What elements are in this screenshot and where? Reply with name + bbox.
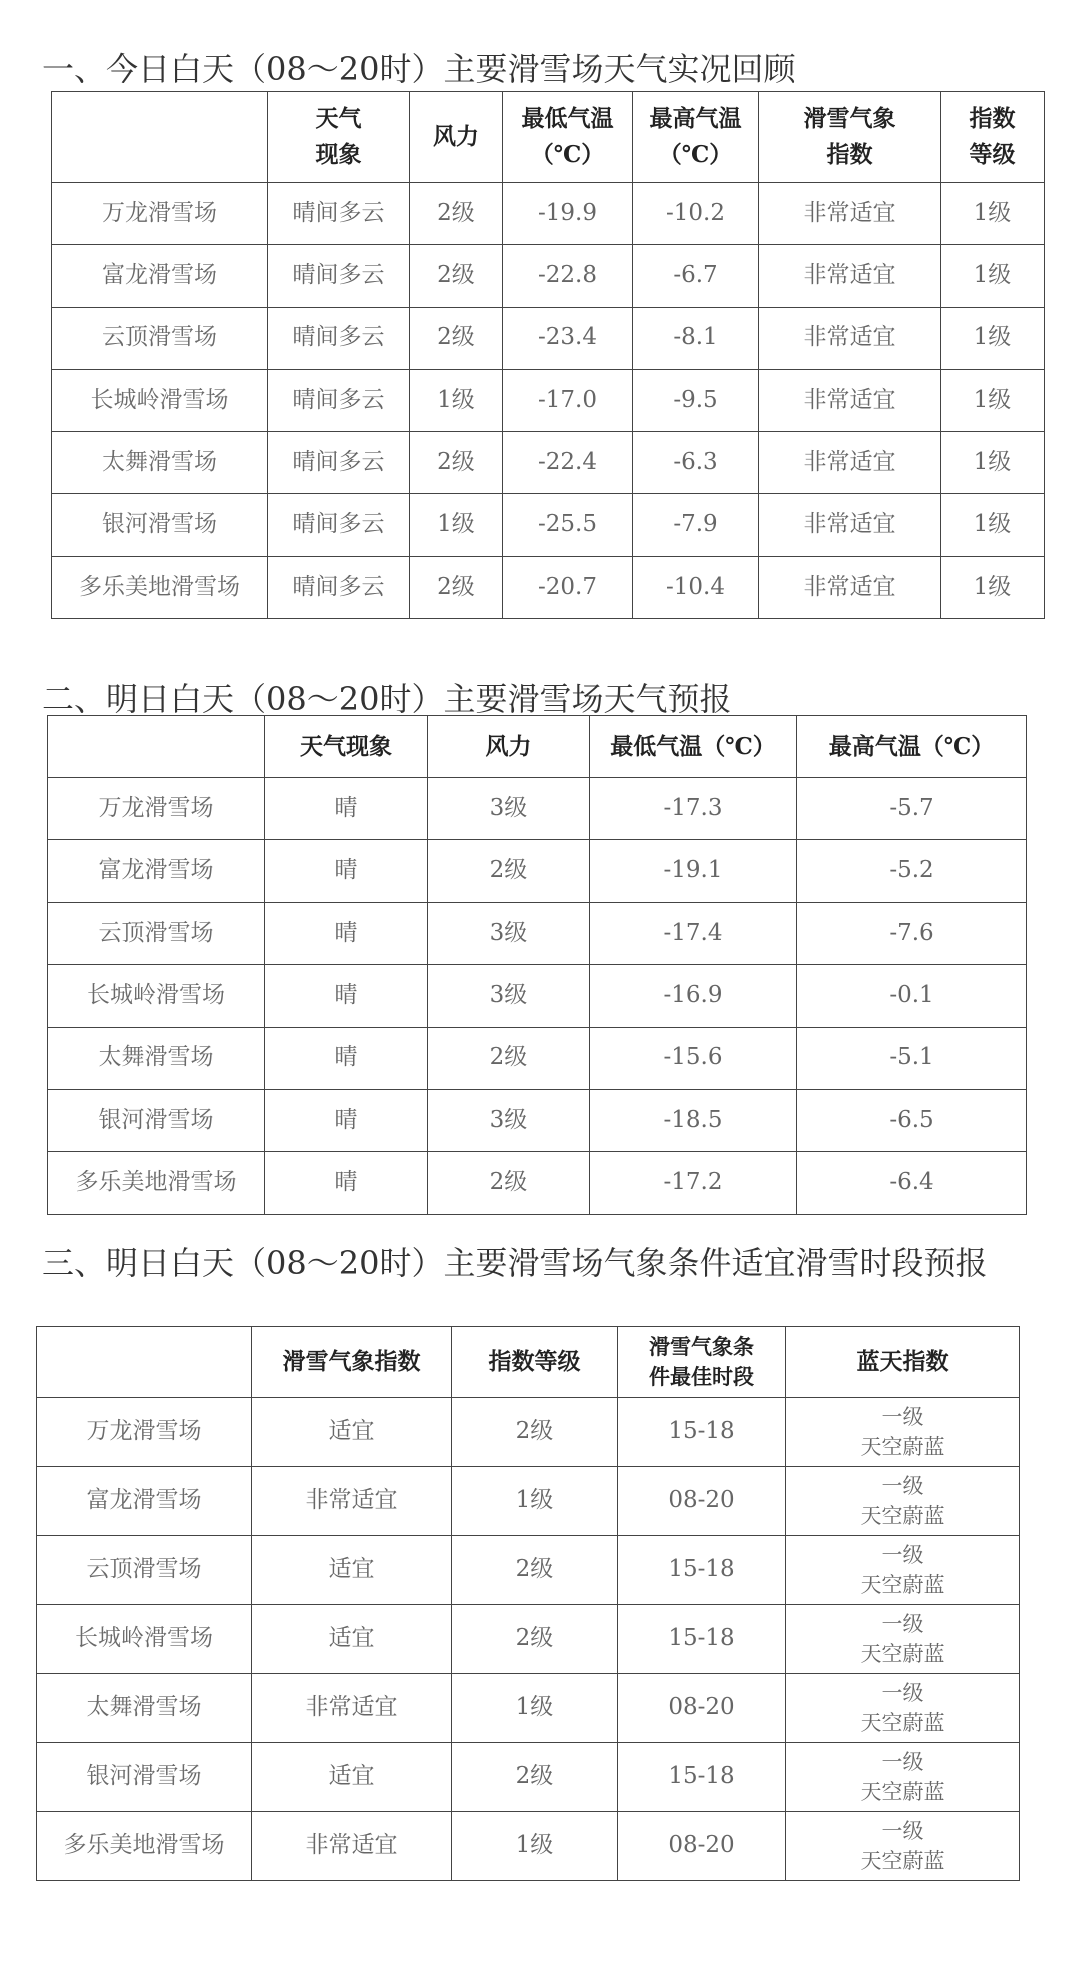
- data-cell: 晴: [265, 1152, 428, 1214]
- data-cell: 晴: [265, 1027, 428, 1089]
- data-cell: 2级: [410, 307, 503, 369]
- resort-name-cell: 长城岭滑雪场: [48, 965, 265, 1027]
- data-cell: -15.6: [590, 1027, 797, 1089]
- data-cell: 适宜: [252, 1605, 452, 1674]
- column-header: 指数 等级: [941, 92, 1045, 183]
- today-observation-table: [51, 91, 1045, 619]
- data-cell: 一级 天空蔚蓝: [786, 1398, 1020, 1467]
- data-cell: 1级: [941, 183, 1045, 245]
- data-cell: 非常适宜: [252, 1467, 452, 1536]
- data-cell: 15-18: [618, 1536, 786, 1605]
- column-header: [48, 716, 265, 778]
- data-cell: 1级: [410, 494, 503, 556]
- data-cell: 08-20: [618, 1674, 786, 1743]
- data-cell: 非常适宜: [759, 183, 941, 245]
- data-cell: 2级: [428, 1027, 590, 1089]
- resort-name-cell: 富龙滑雪场: [37, 1467, 252, 1536]
- resort-name-cell: 太舞滑雪场: [37, 1674, 252, 1743]
- header-row: [52, 92, 1045, 183]
- column-header: 最低气温（℃）: [590, 716, 797, 778]
- data-cell: -7.9: [633, 494, 759, 556]
- resort-name-cell: 太舞滑雪场: [52, 432, 268, 494]
- data-cell: -17.4: [590, 902, 797, 964]
- data-cell: 一级 天空蔚蓝: [786, 1536, 1020, 1605]
- section2-title: 二、明日白天（08～20时）主要滑雪场天气预报: [42, 680, 732, 718]
- data-cell: 15-18: [618, 1743, 786, 1812]
- table-row: [37, 1674, 1020, 1743]
- header-row: [48, 716, 1027, 778]
- table-row: [48, 1152, 1027, 1214]
- data-cell: -0.1: [797, 965, 1027, 1027]
- column-header: 蓝天指数: [786, 1327, 1020, 1398]
- data-cell: 1级: [941, 556, 1045, 618]
- data-cell: -9.5: [633, 369, 759, 431]
- data-cell: -19.1: [590, 840, 797, 902]
- ski-period-forecast-table: [36, 1326, 1020, 1881]
- data-cell: 适宜: [252, 1743, 452, 1812]
- data-cell: 2级: [428, 1152, 590, 1214]
- resort-name-cell: 云顶滑雪场: [37, 1536, 252, 1605]
- data-cell: -22.4: [503, 432, 633, 494]
- data-cell: -10.2: [633, 183, 759, 245]
- resort-name-cell: 银河滑雪场: [37, 1743, 252, 1812]
- resort-name-cell: 万龙滑雪场: [37, 1398, 252, 1467]
- table-row: [52, 307, 1045, 369]
- data-cell: 晴间多云: [268, 556, 410, 618]
- data-cell: 3级: [428, 902, 590, 964]
- table-row: [52, 556, 1045, 618]
- data-cell: -25.5: [503, 494, 633, 556]
- data-cell: 3级: [428, 965, 590, 1027]
- data-cell: -6.4: [797, 1152, 1027, 1214]
- column-header: 滑雪气象指数: [252, 1327, 452, 1398]
- data-cell: -17.3: [590, 778, 797, 840]
- data-cell: -8.1: [633, 307, 759, 369]
- resort-name-cell: 富龙滑雪场: [52, 245, 268, 307]
- data-cell: 非常适宜: [252, 1812, 452, 1881]
- data-cell: -17.2: [590, 1152, 797, 1214]
- table-row: [48, 1027, 1027, 1089]
- data-cell: 15-18: [618, 1398, 786, 1467]
- data-cell: 一级 天空蔚蓝: [786, 1743, 1020, 1812]
- data-cell: 一级 天空蔚蓝: [786, 1467, 1020, 1536]
- table-row: [37, 1398, 1020, 1467]
- data-cell: 晴间多云: [268, 183, 410, 245]
- data-cell: -6.3: [633, 432, 759, 494]
- data-cell: 非常适宜: [759, 307, 941, 369]
- column-header: 最低气温 （℃）: [503, 92, 633, 183]
- data-cell: 适宜: [252, 1398, 452, 1467]
- data-cell: 1级: [941, 307, 1045, 369]
- data-cell: 3级: [428, 778, 590, 840]
- data-cell: -10.4: [633, 556, 759, 618]
- section1-title: 一、今日白天（08～20时）主要滑雪场天气实况回顾: [42, 50, 796, 88]
- data-cell: 晴: [265, 840, 428, 902]
- data-cell: 1级: [452, 1674, 618, 1743]
- data-cell: 1级: [452, 1812, 618, 1881]
- resort-name-cell: 富龙滑雪场: [48, 840, 265, 902]
- column-header: 天气现象: [265, 716, 428, 778]
- data-cell: 1级: [410, 369, 503, 431]
- table-row: [48, 840, 1027, 902]
- header-row: [37, 1327, 1020, 1398]
- resort-name-cell: 太舞滑雪场: [48, 1027, 265, 1089]
- table-row: [48, 902, 1027, 964]
- table-row: [52, 432, 1045, 494]
- data-cell: 08-20: [618, 1812, 786, 1881]
- data-cell: 2级: [452, 1605, 618, 1674]
- data-cell: 一级 天空蔚蓝: [786, 1812, 1020, 1881]
- data-cell: 2级: [452, 1398, 618, 1467]
- data-cell: 2级: [410, 245, 503, 307]
- data-cell: 2级: [452, 1536, 618, 1605]
- data-cell: 一级 天空蔚蓝: [786, 1674, 1020, 1743]
- data-cell: -23.4: [503, 307, 633, 369]
- resort-name-cell: 长城岭滑雪场: [52, 369, 268, 431]
- column-header: 滑雪气象条 件最佳时段: [618, 1327, 786, 1398]
- table-row: [37, 1743, 1020, 1812]
- column-header: 风力: [410, 92, 503, 183]
- resort-name-cell: 多乐美地滑雪场: [48, 1152, 265, 1214]
- data-cell: 1级: [941, 432, 1045, 494]
- table-row: [37, 1536, 1020, 1605]
- resort-name-cell: 银河滑雪场: [48, 1089, 265, 1151]
- data-cell: 15-18: [618, 1605, 786, 1674]
- data-cell: -20.7: [503, 556, 633, 618]
- data-cell: 2级: [410, 183, 503, 245]
- column-header: [52, 92, 268, 183]
- column-header: [37, 1327, 252, 1398]
- data-cell: -17.0: [503, 369, 633, 431]
- resort-name-cell: 银河滑雪场: [52, 494, 268, 556]
- data-cell: 晴间多云: [268, 245, 410, 307]
- data-cell: 1级: [941, 369, 1045, 431]
- data-cell: 08-20: [618, 1467, 786, 1536]
- data-cell: 非常适宜: [759, 432, 941, 494]
- data-cell: 2级: [452, 1743, 618, 1812]
- column-header: 指数等级: [452, 1327, 618, 1398]
- data-cell: -16.9: [590, 965, 797, 1027]
- column-header: 滑雪气象 指数: [759, 92, 941, 183]
- data-cell: 晴: [265, 965, 428, 1027]
- data-cell: 晴: [265, 902, 428, 964]
- column-header: 最高气温（℃）: [797, 716, 1027, 778]
- data-cell: 晴间多云: [268, 494, 410, 556]
- table-row: [48, 778, 1027, 840]
- resort-name-cell: 长城岭滑雪场: [37, 1605, 252, 1674]
- resort-name-cell: 云顶滑雪场: [52, 307, 268, 369]
- section3-title: 三、明日白天（08～20时）主要滑雪场气象条件适宜滑雪时段预报: [42, 1244, 988, 1282]
- table-row: [52, 494, 1045, 556]
- data-cell: 非常适宜: [252, 1674, 452, 1743]
- table-row: [37, 1812, 1020, 1881]
- table-row: [48, 1089, 1027, 1151]
- data-cell: 2级: [410, 432, 503, 494]
- data-cell: 2级: [410, 556, 503, 618]
- table-row: [52, 369, 1045, 431]
- data-cell: 2级: [428, 840, 590, 902]
- table-row: [52, 245, 1045, 307]
- column-header: 最高气温 （℃）: [633, 92, 759, 183]
- data-cell: 1级: [452, 1467, 618, 1536]
- data-cell: 非常适宜: [759, 245, 941, 307]
- data-cell: -6.5: [797, 1089, 1027, 1151]
- table-row: [52, 183, 1045, 245]
- tomorrow-forecast-table: [47, 715, 1027, 1215]
- resort-name-cell: 云顶滑雪场: [48, 902, 265, 964]
- data-cell: 1级: [941, 245, 1045, 307]
- data-cell: 非常适宜: [759, 494, 941, 556]
- data-cell: 3级: [428, 1089, 590, 1151]
- resort-name-cell: 多乐美地滑雪场: [52, 556, 268, 618]
- data-cell: 一级 天空蔚蓝: [786, 1605, 1020, 1674]
- data-cell: 晴: [265, 1089, 428, 1151]
- data-cell: -18.5: [590, 1089, 797, 1151]
- table-row: [48, 965, 1027, 1027]
- column-header: 天气 现象: [268, 92, 410, 183]
- data-cell: 非常适宜: [759, 556, 941, 618]
- data-cell: -7.6: [797, 902, 1027, 964]
- data-cell: 晴间多云: [268, 369, 410, 431]
- data-cell: -5.1: [797, 1027, 1027, 1089]
- data-cell: 晴间多云: [268, 432, 410, 494]
- column-header: 风力: [428, 716, 590, 778]
- data-cell: 适宜: [252, 1536, 452, 1605]
- data-cell: -5.7: [797, 778, 1027, 840]
- data-cell: -19.9: [503, 183, 633, 245]
- resort-name-cell: 多乐美地滑雪场: [37, 1812, 252, 1881]
- data-cell: 非常适宜: [759, 369, 941, 431]
- resort-name-cell: 万龙滑雪场: [52, 183, 268, 245]
- table-row: [37, 1605, 1020, 1674]
- data-cell: 晴间多云: [268, 307, 410, 369]
- data-cell: 晴: [265, 778, 428, 840]
- data-cell: -6.7: [633, 245, 759, 307]
- data-cell: 1级: [941, 494, 1045, 556]
- data-cell: -5.2: [797, 840, 1027, 902]
- resort-name-cell: 万龙滑雪场: [48, 778, 265, 840]
- data-cell: -22.8: [503, 245, 633, 307]
- table-row: [37, 1467, 1020, 1536]
